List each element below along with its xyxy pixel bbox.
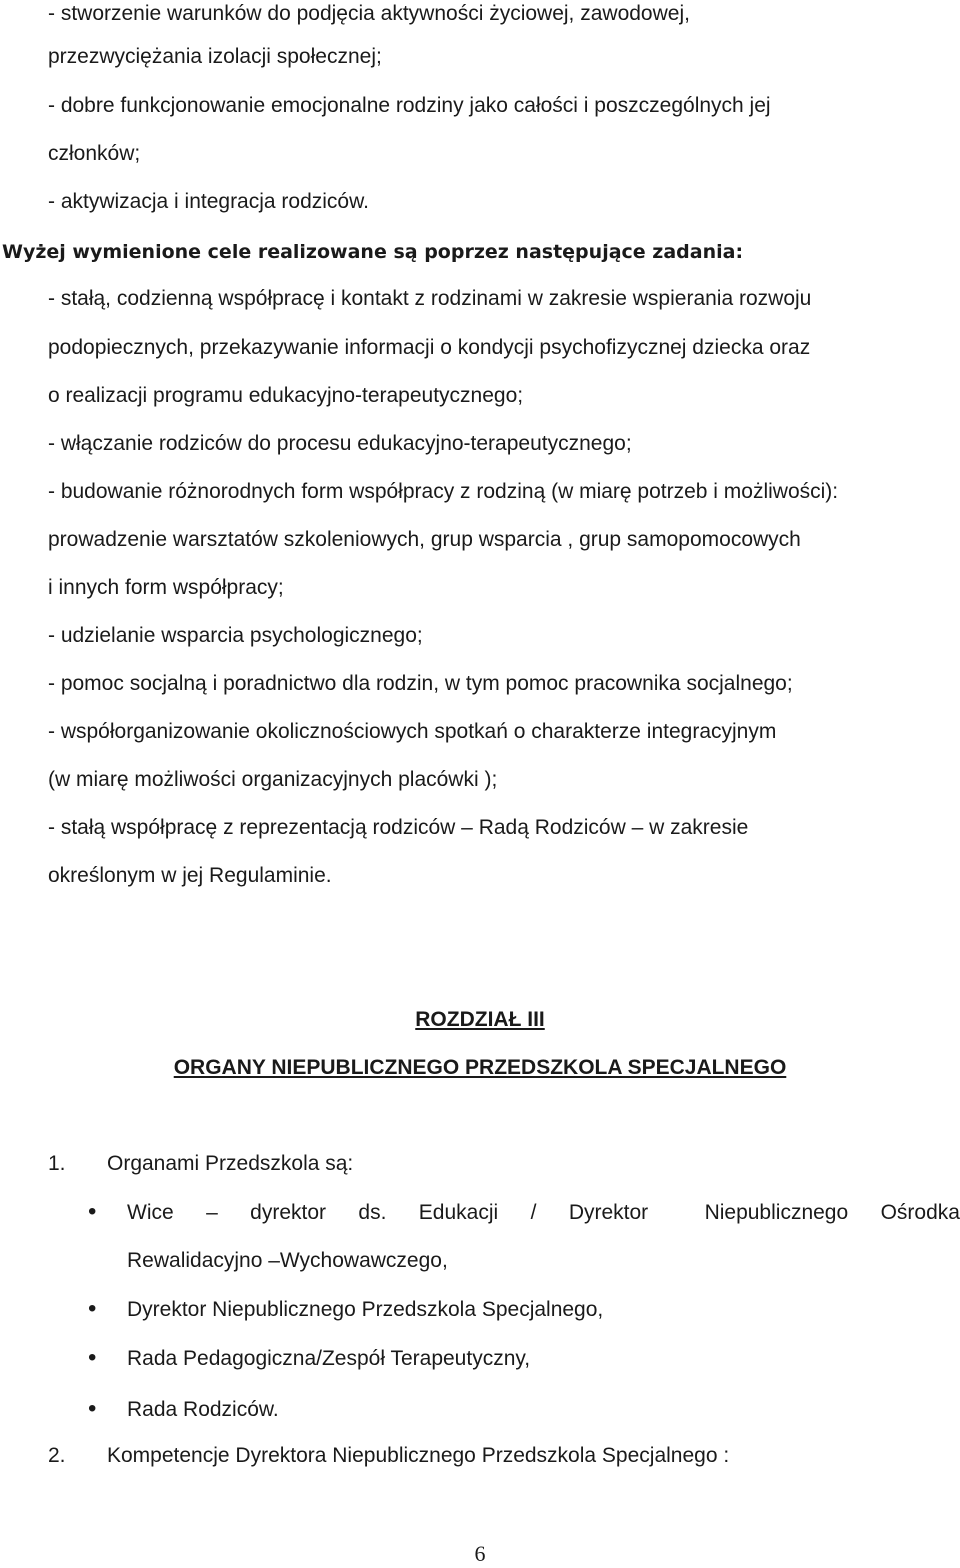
task-line: - pomoc socjalną i poradnictwo dla rodzin, w tym pomoc pracownika socjalnego; xyxy=(48,672,793,695)
task-line: podopiecznych, przekazywanie informacji o kondycji psychofizycznej dziecka oraz xyxy=(48,336,811,359)
word: – xyxy=(206,1201,218,1224)
intro-line: - stworzenie warunków do podjęcia aktywności życiowej, zawodowej, xyxy=(48,2,690,25)
word: Wice xyxy=(127,1201,174,1224)
tasks-heading: Wyżej wymienione cele realizowane są poprzez następujące zadania: xyxy=(2,241,744,263)
bullet-icon: • xyxy=(88,1198,97,1225)
section-number: 1. xyxy=(48,1152,66,1175)
bullet-icon: • xyxy=(88,1344,97,1371)
task-line: i innych form współpracy; xyxy=(48,576,284,599)
intro-line: - aktywizacja i integracja rodziców. xyxy=(48,190,369,213)
word: dyrektor xyxy=(250,1201,326,1224)
list-item-first xyxy=(127,1199,960,1227)
task-line: (w miarę możliwości organizacyjnych placówki ); xyxy=(48,768,498,791)
section-heading: Kompetencje Dyrektora Niepublicznego Przedszkola Specjalnego : xyxy=(107,1444,730,1467)
intro-line: przezwyciężania izolacji społecznej; xyxy=(48,45,382,68)
list-item-continuation: Rewalidacyjno –Wychowawczego, xyxy=(127,1249,448,1272)
list-item: Rada Pedagogiczna/Zespół Terapeutyczny, xyxy=(127,1347,531,1370)
section-heading: Organami Przedszkola są: xyxy=(107,1152,354,1175)
task-line: - budowanie różnorodnych form współpracy z rodziną (w miarę potrzeb i możliwości): xyxy=(48,480,839,503)
task-line: o realizacji programu edukacyjno-terapeutycznego; xyxy=(48,384,524,407)
task-line: - stałą, codzienną współpracę i kontakt z rodzinami w zakresie wspierania rozwoju xyxy=(48,287,812,310)
word: ds. xyxy=(358,1201,387,1224)
list-item: Dyrektor Niepublicznego Przedszkola Specjalnego, xyxy=(127,1298,604,1321)
word: / xyxy=(530,1201,537,1224)
word: Niepublicznego xyxy=(704,1201,849,1224)
task-line: - stałą współpracę z reprezentacją rodziców – Radą Rodziców – w zakresie xyxy=(48,816,749,839)
word: Ośrodka xyxy=(880,1201,960,1224)
page-number: 6 xyxy=(474,1541,486,1566)
task-line: - włączanie rodziców do procesu edukacyjno-terapeutycznego; xyxy=(48,432,632,455)
bullet-icon: • xyxy=(88,1395,97,1422)
task-line: określonym w jej Regulaminie. xyxy=(48,864,332,887)
task-line: - współorganizowanie okolicznościowych spotkań o charakterze integracyjnym xyxy=(48,720,777,743)
task-line: - udzielanie wsparcia psychologicznego; xyxy=(48,624,423,647)
chapter-title: ORGANY NIEPUBLICZNEGO PRZEDSZKOLA SPECJALNEGO xyxy=(173,1056,787,1079)
word: Dyrektor xyxy=(568,1201,649,1224)
word: Edukacji xyxy=(418,1201,499,1224)
intro-line: członków; xyxy=(48,142,141,165)
list-item: Rada Rodziców. xyxy=(127,1398,279,1421)
chapter-number: ROZDZIAŁ III xyxy=(415,1008,545,1031)
task-line: prowadzenie warsztatów szkoleniowych, grup wsparcia , grup samopomocowych xyxy=(48,528,801,551)
section-number: 2. xyxy=(48,1444,66,1467)
intro-line: - dobre funkcjonowanie emocjonalne rodziny jako całości i poszczególnych jej xyxy=(48,94,771,117)
bullet-icon: • xyxy=(88,1295,97,1322)
